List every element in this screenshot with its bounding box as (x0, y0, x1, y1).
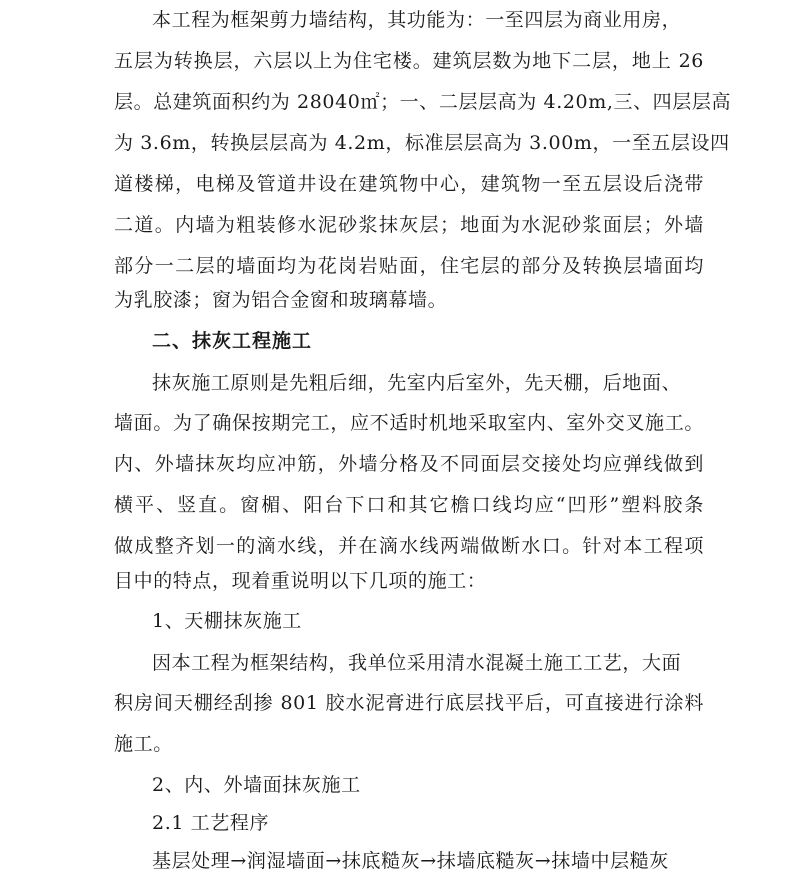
paragraph-line: 部分一二层的墙面均为花岗岩贴面，住宅层的部分及转换层墙面均 (114, 255, 704, 277)
paragraph-line: 施工。 (114, 733, 173, 755)
paragraph-line: 因本工程为框架结构，我单位采用清水混凝土施工工艺，大面 (152, 652, 682, 674)
paragraph-line: 五层为转换层，六层以上为住宅楼。建筑层数为地下二层，地上 26 (114, 50, 704, 72)
section-heading: 二、抹灰工程施工 (152, 330, 313, 352)
paragraph-line: 墙面。为了确保按期完工，应不适时机地采取室内、室外交叉施工。 (114, 412, 704, 434)
paragraph-line: 为乳胶漆；窗为铝合金窗和玻璃幕墙。 (114, 289, 448, 311)
paragraph-line: 为 3.6m，转换层层高为 4.2m，标准层层高为 3.00m，一至五层设四 (114, 132, 730, 154)
subsection-heading: 1、天棚抹灰施工 (152, 610, 302, 632)
paragraph-line: 基层处理→润湿墙面→抹底糙灰→抹墙底糙灰→抹墙中层糙灰 (152, 850, 669, 872)
paragraph-line: 本工程为框架剪力墙结构，其功能为：一至四层为商业用房， (152, 9, 682, 31)
paragraph-line: 横平、竖直。窗楣、阳台下口和其它檐口线均应“凹形”塑料胶条 (114, 494, 704, 516)
paragraph-line: 层。总建筑面积约为 28040㎡；一、二层层高为 4.20m,三、四层层高 (114, 91, 732, 113)
paragraph-line: 抹灰施工原则是先粗后细，先室内后室外，先天棚，后地面、 (152, 372, 682, 394)
subsection-heading: 2、内、外墙面抹灰施工 (152, 774, 361, 796)
paragraph-line: 目中的特点，现着重说明以下几项的施工： (114, 570, 487, 592)
paragraph-line: 二道。内墙为粗装修水泥砂浆抹灰层；地面为水泥砂浆面层；外墙 (114, 214, 704, 236)
paragraph-line: 内、外墙抹灰均应冲筋，外墙分格及不同面层交接处均应弹线做到 (114, 453, 704, 475)
subsection-heading: 2.1 工艺程序 (152, 812, 270, 834)
paragraph-line: 积房间天棚经刮掺 801 胶水泥膏进行底层找平后，可直接进行涂料 (114, 692, 704, 714)
paragraph-line: 做成整齐划一的滴水线，并在滴水线两端做断水口。针对本工程项 (114, 535, 704, 557)
paragraph-line: 道楼梯，电梯及管道井设在建筑物中心，建筑物一至五层设后浇带 (114, 173, 704, 195)
